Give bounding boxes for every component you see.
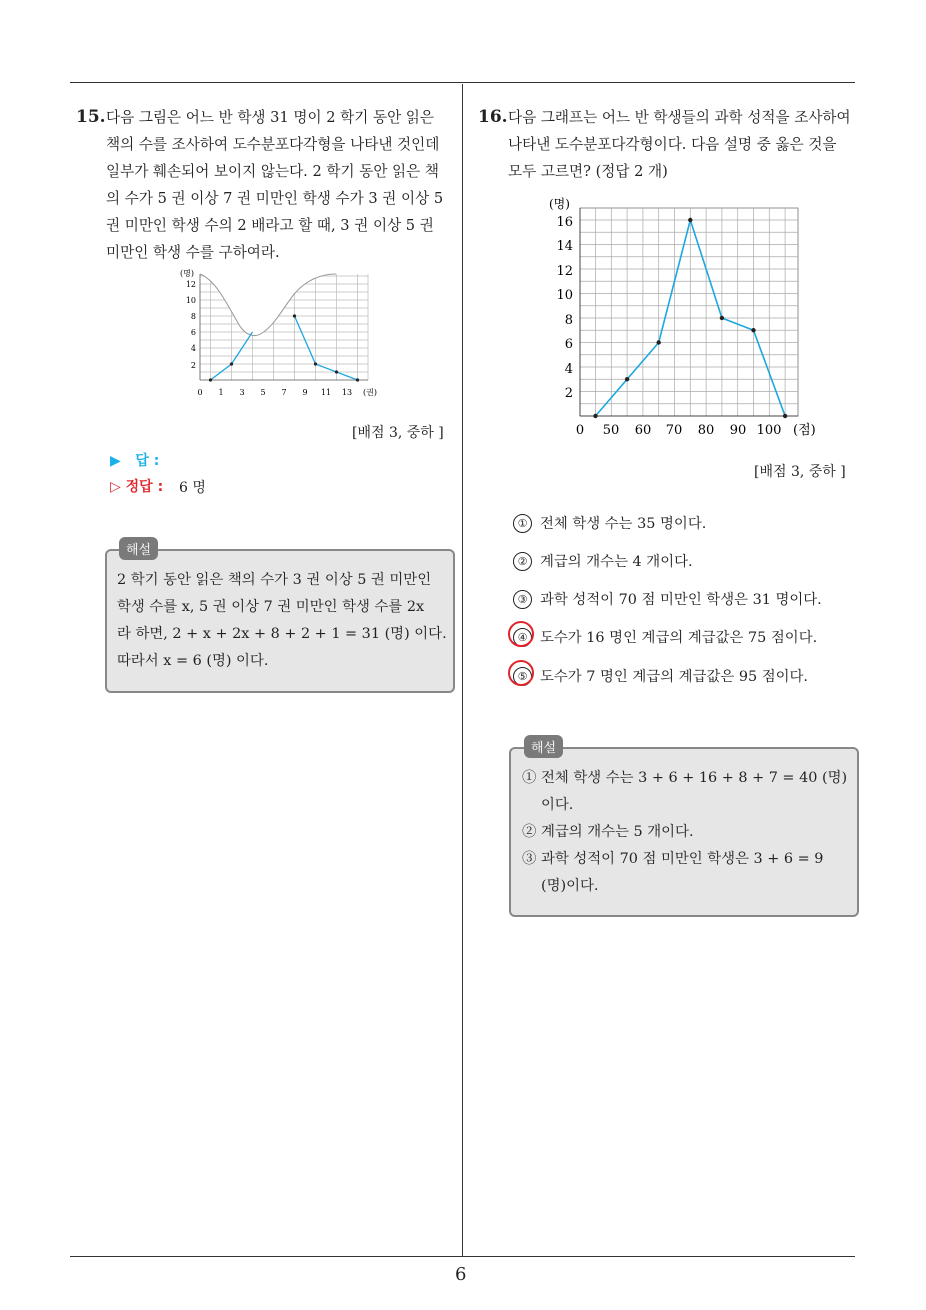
q16-y-ticks <box>556 215 573 401</box>
q16-y-tick: 10 <box>556 288 573 303</box>
q15-data-point <box>314 362 317 365</box>
q16-y-tick: 8 <box>564 313 573 328</box>
q15-y-tick: 12 <box>185 280 196 289</box>
q16-x-tick: 70 <box>665 423 683 438</box>
q15-y-tick: 6 <box>190 328 196 337</box>
q16-x-ticks <box>576 423 782 438</box>
q15-line: 일부가 훼손되어 보이지 않는다. 2 학기 동안 읽은 책 <box>106 163 439 180</box>
q16-x-tick: 60 <box>634 423 652 438</box>
q15-chart <box>170 262 390 407</box>
q16-line: 모두 고르면? (정답 2 개) <box>508 163 668 180</box>
option-text: 도수가 7 명인 계급의 계급값은 95 점이다. <box>540 669 809 685</box>
q15-explanation-tag: 해설 <box>119 537 158 560</box>
q15-data-point <box>230 362 233 365</box>
q15-x-ticks <box>197 388 352 397</box>
option-number: ③ <box>513 590 532 609</box>
answer-mark-circle <box>508 621 534 647</box>
q16-y-tick: 4 <box>564 362 573 377</box>
q16-option-1[interactable] <box>513 512 706 533</box>
q15-meta: [배점 3, 중하 ] <box>352 425 444 441</box>
q15-data-point <box>293 314 296 317</box>
q15-chart-x-unit: (권) <box>363 388 377 397</box>
q15-line: 다음 그림은 어느 반 학생 31 명이 2 학기 동안 읽은 <box>106 109 435 126</box>
q16-data-point <box>625 377 629 381</box>
q15-x-tick: 5 <box>260 388 266 397</box>
q16-x-tick: 80 <box>697 423 715 438</box>
q15-y-tick: 8 <box>190 312 196 321</box>
option-text: 과학 성적이 70 점 미만인 학생은 31 명이다. <box>540 592 822 608</box>
q16-option-3[interactable] <box>513 588 822 609</box>
q15-answer-label <box>110 450 159 470</box>
q16-data-point <box>751 328 755 332</box>
q16-explanation-line: ② 계급의 개수는 5 개이다. <box>522 824 694 840</box>
q15-explanation-line: 따라서 x = 6 (명) 이다. <box>117 653 269 669</box>
q15-explanation-line: 라 하면, 2 + x + 2x + 8 + 2 + 1 = 31 (명) 이다. <box>117 626 447 642</box>
q15-line: 미만인 학생 수를 구하여라. <box>106 244 280 261</box>
q16-y-unit: (명) <box>549 197 570 211</box>
q15-x-tick: 9 <box>302 388 308 397</box>
q16-x-tick: 0 <box>575 423 585 438</box>
page-number: 6 <box>455 1264 467 1285</box>
option-number: ② <box>513 552 532 571</box>
column-divider <box>462 84 463 1256</box>
q15-explanation-text <box>117 567 447 675</box>
q16-explanation-tag: 해설 <box>524 735 563 758</box>
q16-meta: [배점 3, 중하 ] <box>754 464 846 480</box>
q15-x-tick: 11 <box>320 388 332 397</box>
q15-x-tick: 3 <box>239 388 245 397</box>
q15-line: 책의 수를 조사하여 도수분포다각형을 나타낸 것인데 <box>106 136 440 153</box>
q16-chart-grid <box>580 208 798 416</box>
q16-explanation-text <box>522 765 847 900</box>
q15-answer-text: 답 : <box>135 453 160 469</box>
q16-option-5[interactable] <box>513 665 808 686</box>
top-rule <box>70 82 855 83</box>
q16-explanation-line: ③ 과학 성적이 70 점 미만인 학생은 3 + 6 = 9 <box>522 851 824 867</box>
q16-plot-frame <box>580 208 798 416</box>
q15-explanation-line: 2 학기 동안 읽은 책의 수가 3 권 이상 5 권 미만인 <box>117 572 432 588</box>
q16-y-tick: 14 <box>556 239 573 254</box>
q16-explanation-line: ① 전체 학생 수는 3 + 6 + 16 + 8 + 7 = 40 (명) <box>522 770 848 786</box>
q16-explanation-line: 이다. <box>541 797 574 813</box>
q16-explanation-line: (명)이다. <box>541 878 599 894</box>
q15-text <box>106 104 443 266</box>
q15-data-point <box>335 370 338 373</box>
q16-y-tick: 12 <box>556 264 573 279</box>
q15-correct-label <box>110 476 163 496</box>
q16-x-unit: (점) <box>793 423 816 438</box>
option-number: ① <box>513 514 532 533</box>
q16-y-tick: 16 <box>556 215 573 230</box>
q15-data-point <box>356 378 359 381</box>
q15-number: 15. <box>76 107 106 127</box>
q15-line: 권 미만인 학생 수의 2 배라고 할 때, 3 권 이상 5 권 <box>106 217 434 234</box>
option-number: ④ <box>513 628 532 647</box>
q15-explanation-line: 학생 수를 x, 5 권 이상 7 권 미만인 학생 수를 2x <box>117 599 425 615</box>
play-icon: ▶ <box>110 453 121 469</box>
q15-y-tick: 4 <box>190 344 196 353</box>
q15-y-tick: 2 <box>190 361 196 370</box>
play-outline-icon: ▷ <box>110 479 121 495</box>
q15-x-tick: 0 <box>197 388 203 397</box>
q16-option-4[interactable] <box>513 626 817 647</box>
q16-data-point <box>688 218 692 222</box>
q15-chart-y-unit: (명) <box>180 269 194 278</box>
q15-data-point <box>209 378 212 381</box>
q15-x-tick: 1 <box>218 388 224 397</box>
q16-data-point <box>657 340 661 344</box>
q16-text <box>508 104 851 185</box>
option-number: ⑤ <box>513 667 532 686</box>
q15-line: 의 수가 5 권 이상 7 권 미만인 학생 수가 3 권 이상 5 <box>106 190 444 207</box>
option-text: 전체 학생 수는 35 명이다. <box>540 516 707 532</box>
q16-data-point <box>720 316 724 320</box>
q15-y-tick: 10 <box>185 296 196 305</box>
q15-x-tick: 7 <box>281 388 287 397</box>
q16-line: 나타낸 도수분포다각형이다. 다음 설명 중 옳은 것을 <box>508 136 837 153</box>
q16-data-point <box>783 414 787 418</box>
q16-number: 16. <box>478 107 508 127</box>
q16-y-tick: 6 <box>564 337 573 352</box>
q15-correct-text: 정답 : <box>125 479 164 495</box>
q15-y-ticks <box>186 280 196 370</box>
q16-line: 다음 그래프는 어느 반 학생들의 과학 성적을 조사하여 <box>508 109 851 126</box>
q16-x-tick: 100 <box>756 423 782 438</box>
q15-x-tick: 13 <box>341 388 353 397</box>
q16-chart <box>540 188 830 440</box>
answer-mark-circle <box>508 660 534 686</box>
q15-chart-damaged-region <box>200 262 368 336</box>
q16-option-2[interactable] <box>513 550 693 571</box>
q16-x-tick: 90 <box>729 423 747 438</box>
bottom-rule <box>70 1256 855 1257</box>
q16-data-point <box>593 414 597 418</box>
q16-y-tick: 2 <box>564 386 573 401</box>
option-text: 계급의 개수는 4 개이다. <box>540 554 693 570</box>
q16-x-tick: 50 <box>602 423 620 438</box>
option-text: 도수가 16 명인 계급의 계급값은 75 점이다. <box>540 630 818 646</box>
q15-correct-value: 6 명 <box>179 480 206 496</box>
